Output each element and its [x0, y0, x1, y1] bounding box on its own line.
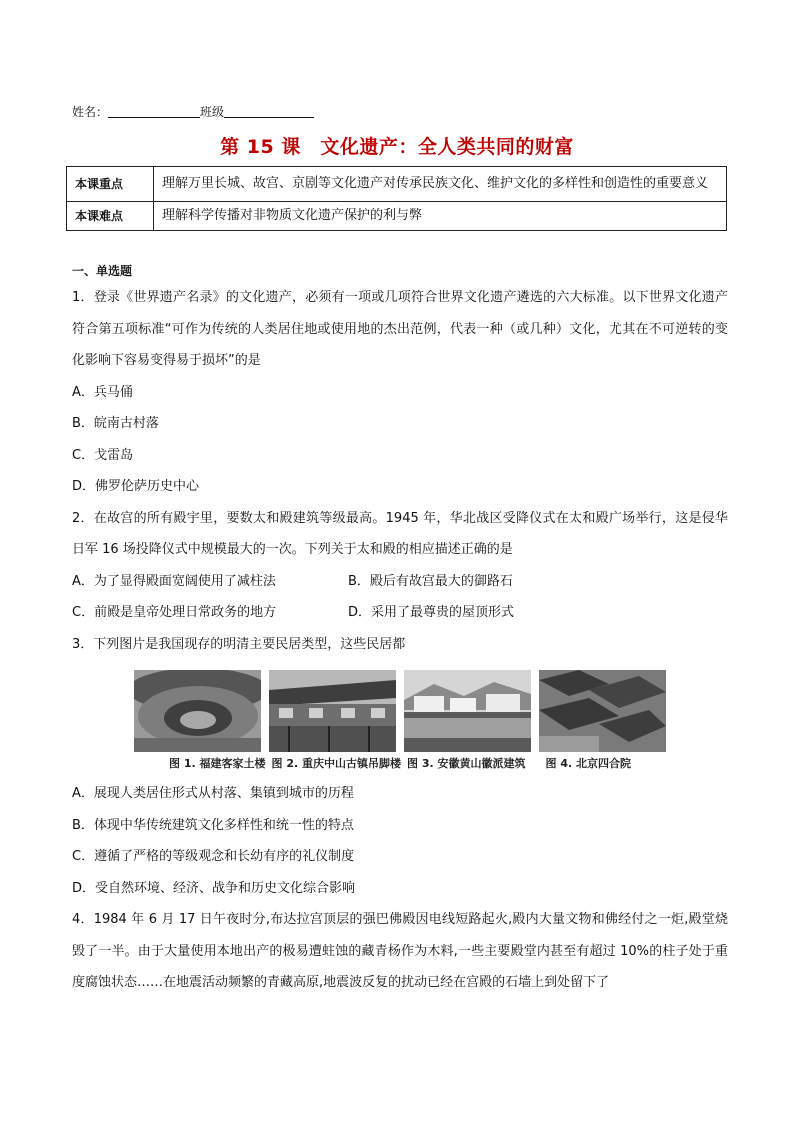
caption-figure-4: 图 4. 北京四合院 — [545, 757, 631, 770]
caption-figure-3: 图 3. 安徽黄山徽派建筑 — [407, 757, 526, 770]
q1-option-a[interactable]: A．兵马俑 — [72, 384, 133, 400]
q3-option-c[interactable]: C．遵循了严格的等级观念和长幼有序的礼仪制度 — [72, 849, 355, 864]
name-class-line — [72, 103, 314, 120]
q3-option-a[interactable]: A．展现人类居住形式从村落、集镇到城市的历程 — [72, 786, 354, 801]
q2-options-row-2 — [72, 597, 728, 629]
q1-option-b[interactable]: B．皖南古村落 — [72, 416, 159, 431]
difficult-point-label: 本课难点 — [67, 202, 154, 231]
section-title: 一、单选题 — [72, 264, 133, 278]
q1-option-d[interactable]: D．佛罗伦萨历史中心 — [72, 479, 200, 494]
q2-option-a[interactable]: A．为了显得殿面宽阔使用了减柱法 — [72, 573, 276, 589]
q2-option-b[interactable]: B．殿后有故宫最大的御路石 — [348, 573, 513, 589]
focus-table — [66, 166, 727, 231]
table-row — [67, 167, 727, 202]
question-3-stem: 3．下列图片是我国现存的明清主要民居类型，这些民居都 — [72, 636, 406, 652]
q3-option-b[interactable]: B．体现中华传统建筑文化多样性和统一性的特点 — [72, 817, 354, 833]
caption-figure-2: 图 2. 重庆中山古镇吊脚楼 — [271, 757, 401, 770]
q2-option-d[interactable]: D．采用了最尊贵的屋顶形式 — [348, 605, 515, 620]
table-row — [67, 202, 727, 231]
class-blank[interactable] — [224, 105, 314, 118]
question-4-stem: 4．1984 年 6 月 17 日午夜时分,布达拉宫顶层的强巴佛殿因电线短路起火,殿内大量文物和佛经付之一炬,殿堂烧毁了一半。由于大量使用本地出产的极易遭蛀蚀的藏青杨作为木料,一些主要殿堂内甚至有超过 10%的柱子处于重度腐蚀状态……在地震活动频繁的青藏高原,地震波反复的扰动已经在宫殿的石墙上到处留下了 — [72, 912, 728, 990]
q1-option-c[interactable]: C．戈雷岛 — [72, 447, 134, 463]
figure-4-siheyuan-photo — [539, 670, 666, 752]
page-title: 第 15 课 文化遗产：全人类共同的财富 — [220, 136, 574, 158]
figure-captions — [72, 754, 728, 774]
figure-3-huizhou-photo — [404, 670, 531, 752]
name-blank[interactable] — [108, 105, 200, 118]
key-point-label: 本课重点 — [67, 167, 154, 202]
q3-option-d[interactable]: D．受自然环境、经济、战争和历史文化综合影响 — [72, 880, 356, 896]
caption-figure-1: 图 1. 福建客家土楼 — [169, 757, 266, 770]
figure-strip — [72, 670, 728, 752]
figure-2-stilt-house-photo — [269, 670, 396, 752]
figure-1-tulou-photo — [134, 670, 261, 752]
question-2-stem: 2．在故宫的所有殿宇里，要数太和殿建筑等级最高。1945 年，华北战区受降仪式在太和殿广场举行，这是侵华日军 16 场投降仪式中规模最大的一次。下列关于太和殿的相应描述正确的是 — [72, 510, 728, 557]
questions-area — [72, 262, 728, 999]
question-1-stem: 1．登录《世界遗产名录》的文化遗产，必须有一项或几项符合世界文化遗产遴选的六大标准。以下世界文化遗产符合第五项标准“可作为传统的人类居住地或使用地的杰出范例，代表一种（或几种）文化，尤其在不可逆转的变化影响下容易变得易于损坏”的是 — [72, 290, 728, 368]
class-label: 班级 — [200, 105, 225, 119]
key-point-text: 理解万里长城、故宫、京剧等文化遗产对传承民族文化、维护文化的多样性和创造性的重要意义 — [154, 167, 727, 202]
name-label: 姓名： — [72, 105, 109, 119]
q2-options-row-1 — [72, 566, 728, 598]
q2-option-c[interactable]: C．前殿是皇帝处理日常政务的地方 — [72, 605, 277, 620]
difficult-point-text: 理解科学传播对非物质文化遗产保护的利与弊 — [154, 202, 727, 231]
